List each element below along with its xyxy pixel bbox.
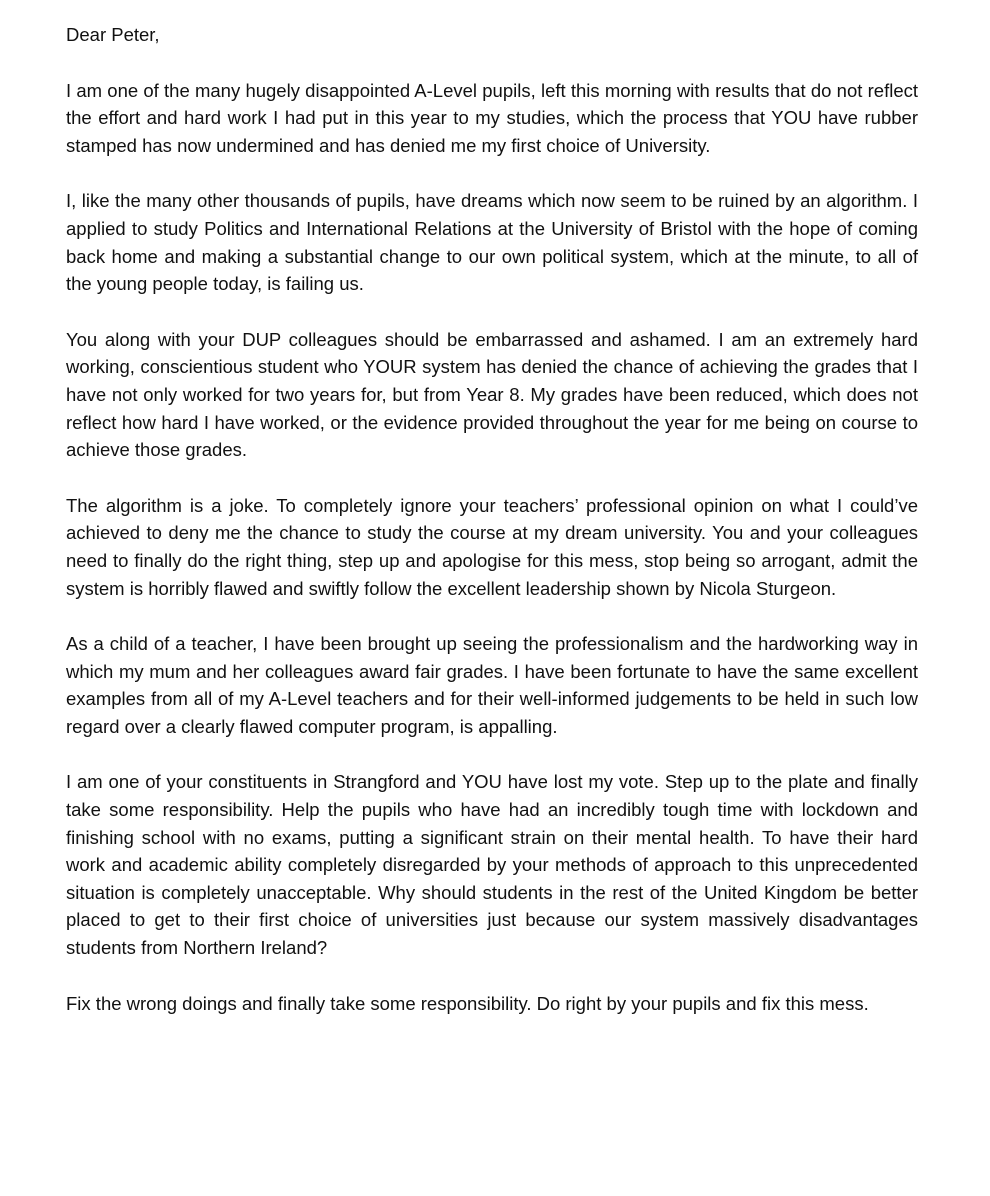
paragraph-7: Fix the wrong doings and finally take some responsibility. Do right by your pupils and fix this mess. (66, 992, 869, 1014)
paragraph-4: The algorithm is a joke. To completely ignore your teachers’ professional opinion on what I could’ve achieved to deny me the chance to study the course at my dream university. You and your colleagues need to finally do the right thing, step up and apologise for this mess, stop being so arrogant, admit the system is horribly flawed and swiftly follow the excellent leadership shown by Nicola Sturgeon. (66, 494, 918, 599)
paragraph-5: As a child of a teacher, I have been brought up seeing the professionalism and the hardworking way in which my mum and her colleagues award fair grades. I have been fortunate to have the same excellent examples from all of my A-Level teachers and for their well-informed judgements to be held in such low regard over a clearly flawed computer program, is appalling. (66, 633, 918, 737)
paragraph-3: You along with your DUP colleagues should be embarrassed and ashamed. I am an extremely hard working, conscientious student who YOUR system has denied the chance of achieving the grades that I have not only worked for two years for, but from Year 8. My grades have been reduced, which does not reflect how hard I have worked, or the evidence provided throughout the year for me being on course to achieve those grades. (66, 328, 918, 461)
paragraph-6: I am one of your constituents in Strangford and YOU have lost my vote. Step up to the plate and finally take some responsibility. Help the pupils who have had an incredibly tough time with lockdown and finishing school with no exams, putting a significant strain on their mental health. To have their hard work and academic ability completely disregarded by your methods of approach to this unprecedented situation is completely unacceptable. Why should students in the rest of the United Kingdom be better placed to get to their first choice of universities just because our system massively disadvantages students from Northern Ireland? (66, 771, 918, 959)
paragraph-2: I, like the many other thousands of pupils, have dreams which now seem to be ruined by an algorithm. I applied to study Politics and International Relations at the University of Bristol with the hope of coming back home and making a substantial change to our own political system, which at the minute, to all of the young people today, is failing us. (66, 190, 918, 295)
letter-body (66, 21, 918, 1017)
salutation: Dear Peter, (66, 24, 160, 45)
paragraph-1: I am one of the many hugely disappointed A-Level pupils, left this morning with results that do not reflect the effort and hard work I had put in this year to my studies, which the process that YOU have rubber stamped has now undermined and has denied me my first choice of University. (66, 79, 918, 156)
